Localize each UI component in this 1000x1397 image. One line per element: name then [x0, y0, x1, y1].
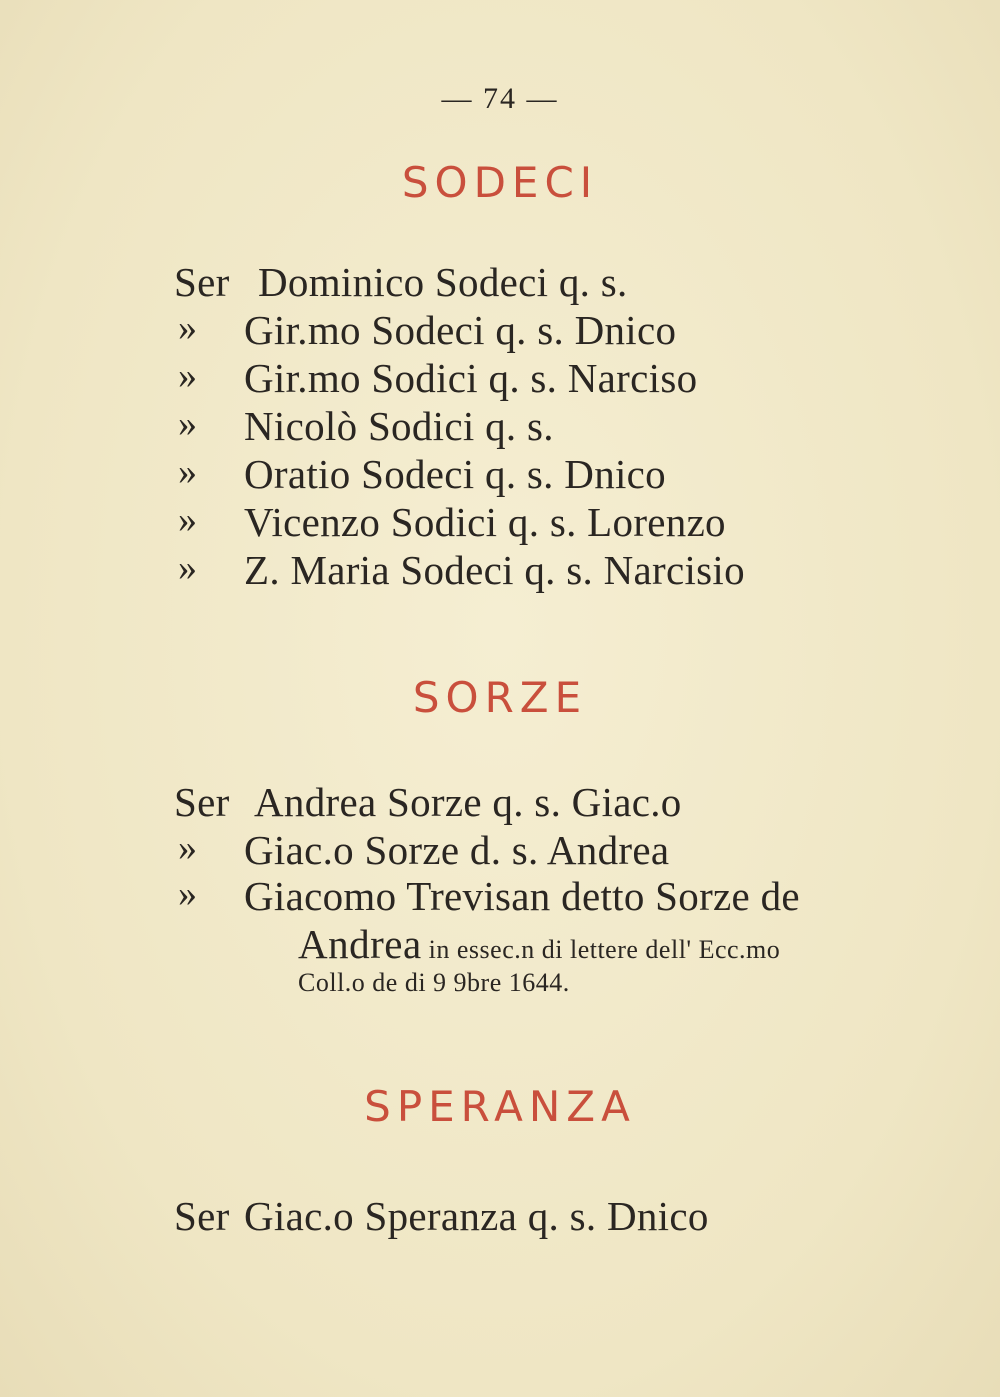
entry-text: Nicolò Sodici q. s. [244, 403, 554, 449]
entry-text: Giac.o Speranza q. s. Dnico [244, 1193, 709, 1239]
entry-text: Gir.mo Sodici q. s. Narciso [244, 355, 698, 401]
entry-text: Oratio Sodeci q. s. Dnico [244, 451, 666, 497]
entry-prefix: Ser [174, 1193, 230, 1239]
entry-prefix: » [178, 307, 198, 349]
entry-prefix: » [178, 403, 198, 445]
entry-note-text: in essec.n di lettere dell' Ecc.mo [428, 935, 781, 964]
section-heading-sodeci: SODECI [401, 158, 599, 207]
entry-note-line-1 [298, 920, 780, 968]
entry-text: Giacomo Trevisan detto Sorze de [244, 873, 800, 919]
entry-text: Gir.mo Sodeci q. s. Dnico [244, 307, 677, 353]
entry-text: Vicenzo Sodici q. s. Lorenzo [244, 499, 726, 545]
entry-prefix: Ser [174, 779, 230, 825]
section-heading-sorze: SORZE [412, 673, 588, 722]
entry-note-line-2: Coll.o de di 9 9bre 1644. [298, 968, 570, 997]
entry-prefix: » [178, 827, 198, 869]
entry-prefix: » [178, 547, 198, 589]
entry-text: Andrea Sorze q. s. Giac.o [254, 779, 682, 825]
entry-text: Dominico Sodeci q. s. [258, 259, 628, 305]
entry-text: Giac.o Sorze d. s. Andrea [244, 827, 670, 873]
entry-prefix: » [178, 499, 198, 541]
entry-prefix: » [178, 873, 198, 915]
entry-prefix: Ser [174, 259, 230, 305]
entry-prefix: » [178, 355, 198, 397]
entry-text: Z. Maria Sodeci q. s. Narcisio [244, 547, 745, 593]
entry-prefix: » [178, 451, 198, 493]
page-number: — 74 — [441, 82, 559, 115]
section-heading-speranza: SPERANZA [364, 1082, 636, 1131]
entry-note-name: Andrea [298, 921, 422, 967]
